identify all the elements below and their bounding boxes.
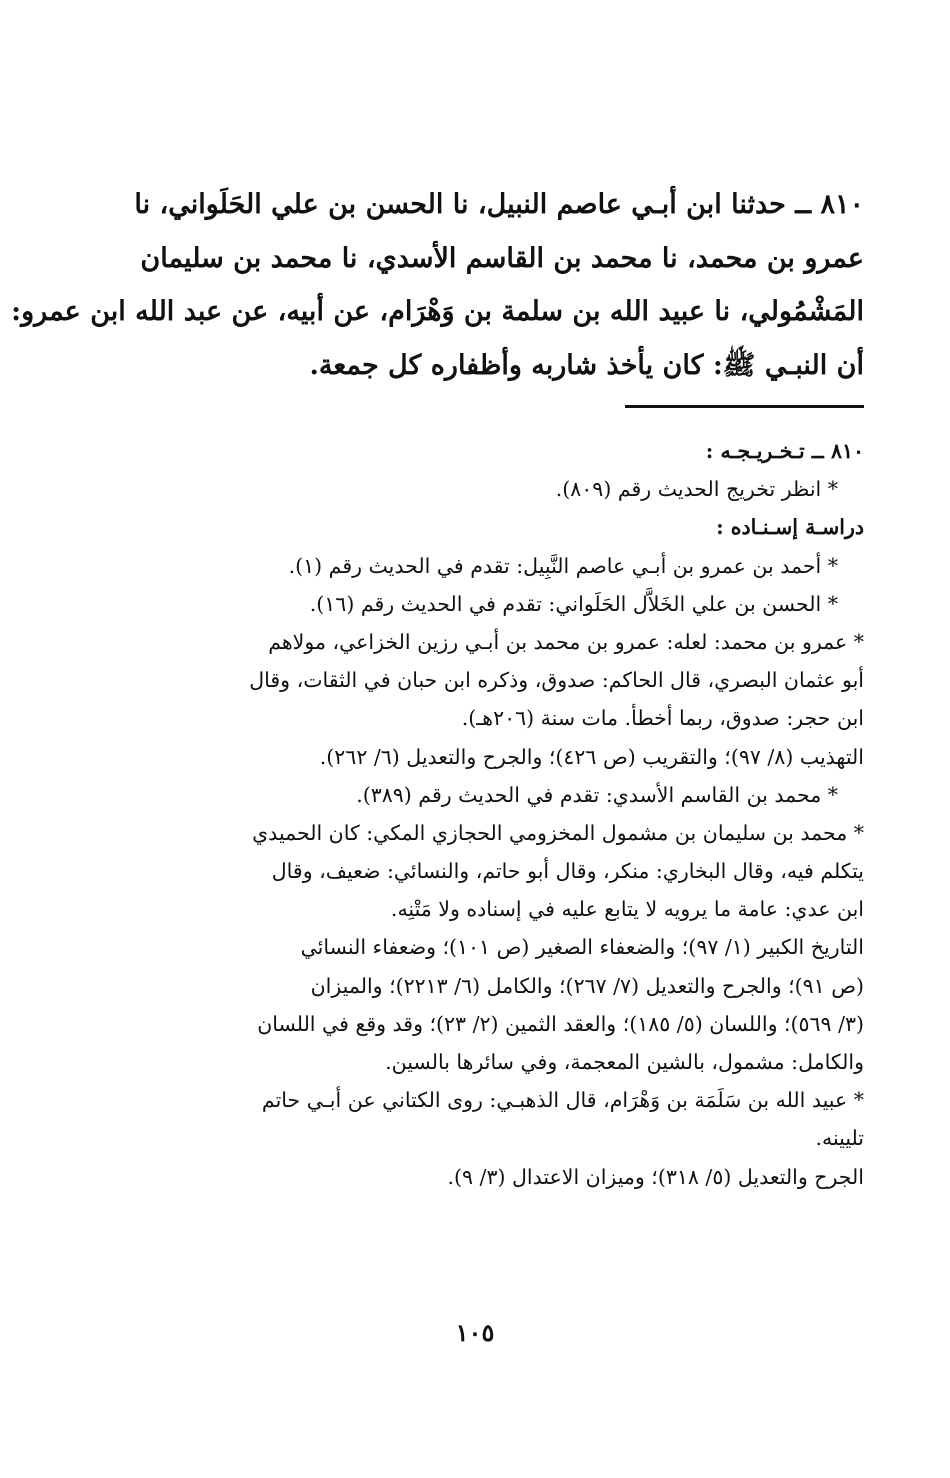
hadith-line: ٨١٠ ــ حدثنا ابن أبـي عاصم النبيل، نا الحسن بن علي الحَلَواني، نا — [134, 189, 864, 220]
footnotes — [100, 432, 864, 1196]
hadith-text — [11, 178, 864, 392]
note-line: والكامل: مشمول، بالشين المعجمة، وفي سائرها بالسين. — [385, 1050, 864, 1074]
page-number: ١٠٥ — [455, 1318, 495, 1347]
note-line: تليينه. — [815, 1126, 864, 1151]
isnad-study-heading: دراسـة إسـنـاده : — [716, 515, 864, 540]
note-line: التهذيب (٨/ ٩٧)؛ والتقريب (ص ٤٢٦)؛ والجرح والتعديل (٦/ ٢٦٢). — [319, 744, 864, 769]
note-line: * الحسن بن علي الخَلاَّل الحَلَواني: تقدم في الحديث رقم (١٦). — [309, 591, 838, 616]
note-line: ابن عدي: عامة ما يرويه لا يتابع عليه في إسناده ولا مَتْنِه. — [390, 897, 864, 922]
note-line: (ص ٩١)؛ والجرح والتعديل (٧/ ٢٦٧)؛ والكامل (٦/ ٢٢١٣)؛ والميزان — [310, 973, 864, 998]
takhrij-heading: ٨١٠ ــ تـخـريـجـه : — [705, 439, 864, 463]
note-line: * انظر تخريج الحديث رقم (٨٠٩). — [555, 477, 838, 502]
note-line: يتكلم فيه، وقال البخاري: منكر، وقال أبو حاتم، والنسائي: ضعيف، وقال — [271, 859, 864, 884]
note-line: التاريخ الكبير (١/ ٩٧)؛ والضعفاء الصغير (ص ١٠١)؛ وضعفاء النسائي — [300, 935, 864, 960]
hadith-line: عمرو بن محمد، نا محمد بن القاسم الأسدي، نا محمد بن سليمان — [140, 242, 864, 274]
note-line: (٣/ ٥٦٩)؛ واللسان (٥/ ١٨٥)؛ والعقد الثمين (٢/ ٢٣)؛ وقد وقع في اللسان — [257, 1011, 864, 1036]
note-line: ابن حجر: صدوق، ربما أخطأ. مات سنة (٢٠٦هـ). — [461, 706, 864, 731]
note-line: أبو عثمان البصري، قال الحاكم: صدوق، وذكره ابن حبان في الثقات، وقال — [249, 668, 864, 693]
note-line: * أحمد بن عمرو بن أبـي عاصم النَّبِيل: تقدم في الحديث رقم (١). — [288, 553, 838, 578]
note-line: * محمد بن سليمان بن مشمول المخزومي الحجازي المكي: كان الحميدي — [252, 820, 864, 845]
note-line: * محمد بن القاسم الأسدي: تقدم في الحديث رقم (٣٨٩). — [356, 782, 838, 807]
hadith-line: أن النبـي ﷺ: كان يأخذ شاربه وأظفاره كل جمعة. — [309, 349, 864, 381]
hadith-line: المَشْمُولي، نا عبيد الله بن سلمة بن وَهْرَام، عن أبيه، عن عبد الله ابن عمرو: — [11, 296, 864, 328]
footnote-separator — [625, 405, 864, 408]
note-line: * عبيد الله بن سَلَمَة بن وَهْرَام، قال الذهبـي: روى الكتاني عن أبـي حاتم — [261, 1088, 864, 1113]
note-line: الجرح والتعديل (٥/ ٣١٨)؛ وميزان الاعتدال (٣/ ٩). — [447, 1164, 864, 1189]
note-line: * عمرو بن محمد: لعله: عمرو بن محمد بن أبـي رزين الخزاعي، مولاهم — [268, 629, 864, 654]
